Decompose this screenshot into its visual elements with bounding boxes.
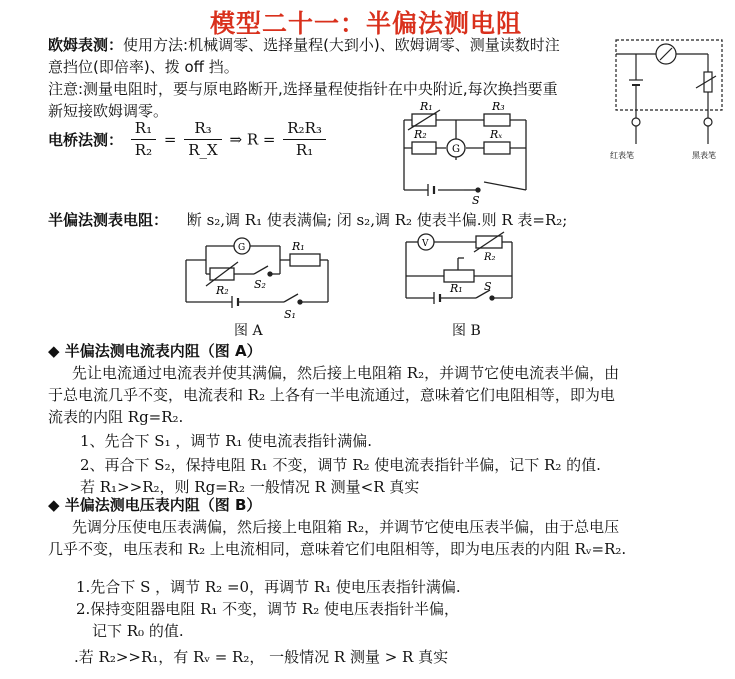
r2-resistor bbox=[412, 142, 436, 154]
ohmmeter-line-1 bbox=[48, 34, 608, 56]
bridge-s-label: S bbox=[472, 194, 480, 207]
fraction-num: R₂R₃ bbox=[283, 118, 326, 140]
probe-black-label: 黑表笔 bbox=[692, 151, 716, 160]
section-a-para-2: 于总电流几乎不变，电流表和 R₂ 上各有一半电流通过，意味着它们电阻相等，即为电 bbox=[48, 386, 615, 404]
section-b-step-3: .若 R₂>>R₁，有 Rᵥ = R₂， 一般情况 R 测量 > R 真实 bbox=[74, 648, 449, 666]
section-a-para-3: 流表的内阻 Rg=R₂. bbox=[48, 408, 184, 426]
fraction-den: R_X bbox=[188, 141, 218, 159]
figure-a-caption: 图 A bbox=[234, 323, 263, 339]
section-a-heading: ◆ 半偏法测电流表内阻（图 A） bbox=[48, 342, 262, 360]
fraction-num: R₁ bbox=[131, 118, 156, 140]
section-b-step-2: 2.保持变阻器电阻 R₁ 不变，调节 R₂ 使电压表指针半偏， bbox=[76, 600, 460, 618]
figb-s-label: S bbox=[484, 280, 492, 293]
section-a bbox=[48, 340, 708, 498]
fraction-num: R₃ bbox=[184, 118, 221, 140]
figa-r1-resistor bbox=[290, 254, 320, 266]
fraction-den: R₁ bbox=[295, 141, 314, 159]
bridge-r1-label: R₁ bbox=[420, 100, 433, 113]
section-b-step-1: 1.先合下 S ，调节 R₂ =0，再调节 R₁ 使电压表指针满偏. bbox=[76, 578, 461, 596]
bridge-r3-label: R₃ bbox=[492, 100, 505, 113]
section-b bbox=[48, 494, 708, 668]
ohmmeter-note-1: 注意:测量电阻时，要与原电路断开,选择量程使指针在中央附近,每次换挡要重 bbox=[48, 80, 558, 98]
fraction-r3-rx bbox=[184, 118, 221, 161]
fraction-r2r3-r1 bbox=[283, 118, 326, 161]
bridge-g-label: G bbox=[452, 144, 460, 155]
ohmmeter-note-2: 新短接欧姆调零。 bbox=[48, 102, 169, 120]
figa-g-label: G bbox=[238, 243, 246, 253]
ohmmeter-label: 欧姆表测： bbox=[48, 36, 124, 54]
section-b-para-2: 几乎不变，电压表和 R₂ 上电流相同，意味着它们电阻相等，即为电压表的内阻 Rᵥ=R₂. bbox=[48, 540, 627, 558]
figb-r1-resistor bbox=[444, 270, 474, 282]
r3-resistor bbox=[484, 114, 510, 126]
bridge-label: 电桥法测： bbox=[48, 131, 124, 149]
section-b-heading: ◆ 半偏法测电压表内阻（图 B） bbox=[48, 496, 262, 514]
bridge-r2-label: R₂ bbox=[414, 128, 427, 141]
section-a-step-3: 若 R₁>>R₂，则 Rg=R₂ 一般情况 R 测量<R 真实 bbox=[80, 478, 420, 496]
bridge-rx-label: Rₓ bbox=[490, 128, 503, 141]
rx-resistor bbox=[484, 142, 510, 154]
equals-sign: = bbox=[163, 130, 177, 149]
fraction-r1-r2 bbox=[131, 118, 156, 161]
probe-red-label: 红表笔 bbox=[610, 151, 634, 160]
figure-b-circuit bbox=[400, 228, 530, 328]
implies-r: ⇒ R = bbox=[229, 130, 276, 149]
figb-r1-label: R₁ bbox=[450, 282, 463, 295]
fraction-den: R₂ bbox=[134, 141, 153, 159]
half-deflection-text: 断 s₂,调 R₁ 使表满偏; 闭 s₂,调 R₂ 使表半偏.则 R 表=R₂; bbox=[186, 211, 568, 229]
figa-s1-label: S₁ bbox=[284, 308, 296, 321]
figa-r2-label: R₂ bbox=[216, 284, 229, 297]
page-title: 模型二十一：半偏法测电阻 bbox=[210, 9, 523, 38]
section-a-step-2: 2、再合下 S₂，保持电阻 R₁ 不变，调节 R₂ 使电流表指针半偏，记下 R₂ 的值. bbox=[80, 456, 601, 474]
section-a-step-1: 1、先合下 S₁ ，调节 R₁ 使电流表指针满偏. bbox=[80, 432, 372, 450]
figb-r2-label: R₂ bbox=[484, 252, 496, 263]
ohmmeter-text-2: 意挡位(即倍率)、拨 off 挡。 bbox=[48, 58, 239, 76]
figb-v-label: V bbox=[422, 239, 429, 249]
section-b-step-2b: 记下 R₀ 的值. bbox=[92, 622, 184, 640]
figa-r1-label: R₁ bbox=[292, 240, 305, 253]
half-deflection-label: 半偏法测表电阻： bbox=[48, 211, 169, 229]
section-a-para-1: 先让电流通过电流表并使其满偏，然后接上电阻箱 R₂，并调节它使电流表半偏，由 bbox=[72, 364, 620, 382]
section-b-para-1: 先调分压使电压表满偏，然后接上电阻箱 R₂，并调节它使电压表半偏，由于总电压 bbox=[72, 518, 620, 536]
bridge-circuit-figure bbox=[390, 98, 540, 208]
figa-s2-label: S₂ bbox=[254, 278, 266, 291]
ohmmeter-circuit-figure bbox=[600, 32, 730, 172]
half-deflection-line bbox=[48, 209, 567, 230]
bridge-formula bbox=[48, 118, 329, 161]
ohmmeter-text-1: 使用方法:机械调零、选择量程(大到小)、欧姆调零、测量读数时注 bbox=[123, 36, 560, 54]
figure-b-caption: 图 B bbox=[452, 323, 481, 339]
